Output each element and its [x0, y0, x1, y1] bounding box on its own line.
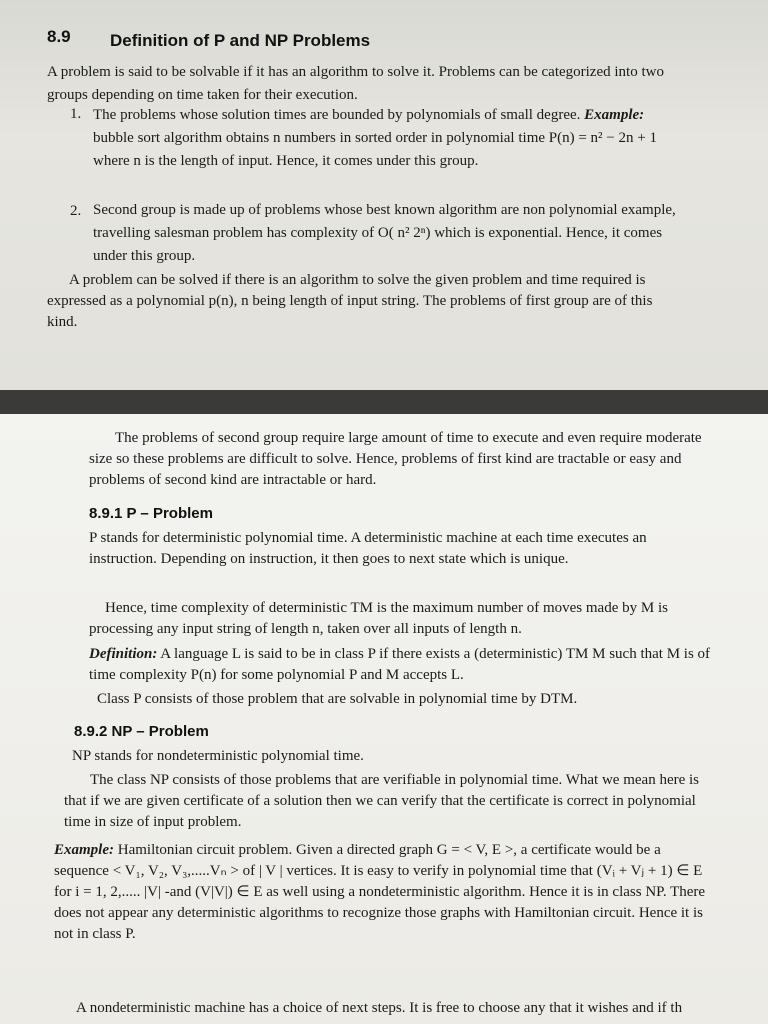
- p-problem-intro: P stands for deterministic polynomial time. A deterministic machine at each time executes an instruction. Depending on instruction, it then goes to next state which is unique.: [89, 530, 647, 567]
- item-1-example-label: Example:: [584, 107, 645, 123]
- item-1-example-text: bubble sort algorithm obtains n numbers in sorted order in polynomial time P(n) = n² − 2n + 1 where n is the length of input. Hence, it comes under this group.: [93, 130, 657, 169]
- example-label: Example:: [54, 842, 114, 858]
- item-1-text: [93, 104, 685, 173]
- definition-label: Definition:: [89, 646, 158, 662]
- definition-text: A language L is said to be in class P if there exists a (deterministic) TM M such that M is of time complexity P(n) for some polynomial P and M accepts L.: [89, 646, 711, 683]
- class-np-paragraph: The class NP consists of those problems that are verifiable in polynomial time. What we mean here is that if we are given certificate of a solution then we can verify that the certificate is correct in polynomial time in size of input problem.: [64, 772, 700, 830]
- example-text: Hamiltonian circuit problem. Given a directed graph G = < V, E >, a certificate would be a sequence < V₁, V₂, V₃,.....Vₙ > of | V | vertices. It is easy to verify in polynomial time that (Vᵢ + Vⱼ + 1) ∈ E for i = 1, 2,..... |V| -and (V|V|) ∈ E as well using a nondeterministic algorithm. Hence it is in class NP. There does not appear any deterministic algorithms to recognize those graphs with Hamiltonian circuit. Hence it is not in class P.: [54, 842, 706, 942]
- item-1-lead: The problems whose solution times are bounded by polynomials of small degree.: [93, 107, 581, 123]
- intractable-paragraph: The problems of second group require large amount of time to execute and even require moderate size so these problems are difficult to solve. Hence, problems of first kind are tractable or easy and problems of second kind are intractable or hard.: [89, 430, 702, 488]
- item-2-number: 2.: [70, 203, 82, 219]
- section-number: 8.9: [47, 27, 71, 46]
- np-definition-line: NP stands for nondeterministic polynomial time.: [72, 748, 364, 764]
- photo-divider: [0, 390, 768, 414]
- p-problem-heading: 8.9.1 P – Problem: [89, 505, 213, 522]
- item-2-text: Second group is made up of problems whose best known algorithm are non polynomial example, travelling salesman problem has complexity of O( n² 2ⁿ) which is exponential. Hence, it comes under this group.: [93, 202, 676, 264]
- hamiltonian-example: [54, 840, 716, 945]
- time-complexity-paragraph: Hence, time complexity of deterministic TM is the maximum number of moves made by M is processing any input string of length n, taken over all inputs of length n.: [89, 600, 668, 637]
- closing-paragraph: A problem can be solved if there is an algorithm to solve the given problem and time required is expressed as a polynomial p(n), n being length of input string. The problems of first group are of this kind.: [47, 272, 653, 330]
- intro-paragraph: A problem is said to be solvable if it has an algorithm to solve it. Problems can be categorized into two groups depending on time taken for their execution.: [47, 64, 664, 103]
- top-page-photo: [0, 0, 768, 390]
- nondeterministic-machine-paragraph: A nondeterministic machine has a choice of next steps. It is free to choose any that it wishes and if th: [76, 1000, 683, 1016]
- np-problem-heading: 8.9.2 NP – Problem: [74, 723, 209, 740]
- class-p-definition: [89, 644, 714, 686]
- bottom-page-photo: [0, 414, 768, 1024]
- class-p-summary: Class P consists of those problem that are solvable in polynomial time by DTM.: [97, 691, 578, 707]
- section-title: Definition of P and NP Problems: [110, 31, 371, 50]
- item-1-number: 1.: [70, 106, 82, 122]
